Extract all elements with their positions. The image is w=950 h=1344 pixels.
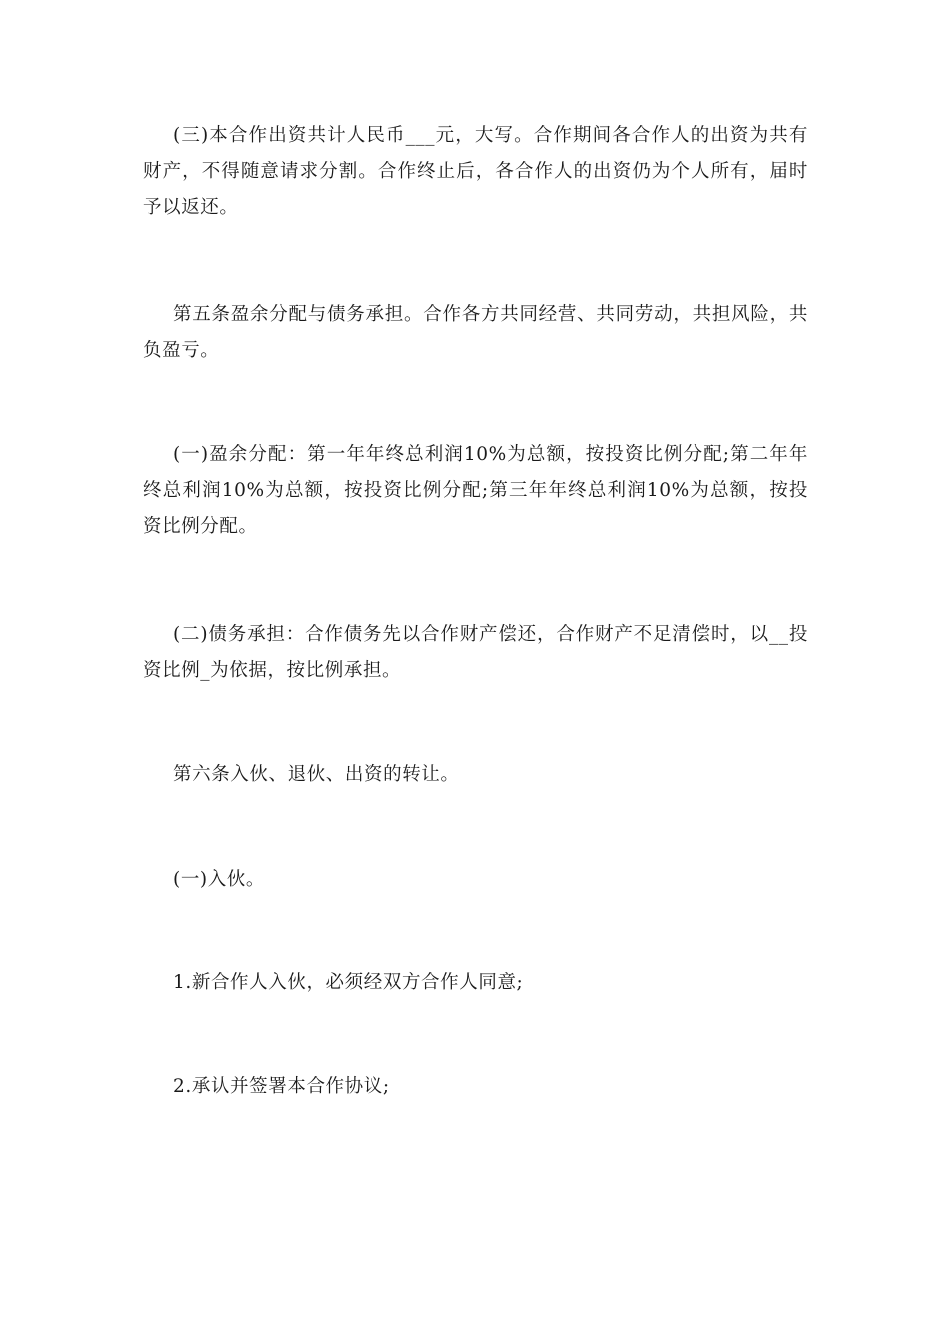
list-item-1: 1.新合作人入伙，必须经双方合作人同意;	[173, 972, 524, 993]
paragraph-debt-assumption: (二)债务承担：合作债务先以合作财产偿还，合作财产不足清偿时，以__投资比例_为依据，按比例承担。	[143, 624, 808, 681]
paragraph-article-5-heading: 第五条盈余分配与债务承担。合作各方共同经营、共同劳动，共担风险，共负盈亏。	[143, 304, 808, 361]
paragraph-capital-contribution: (三)本合作出资共计人民币___元，大写。合作期间各合作人的出资为共有财产，不得随意请求分割。合作终止后，各合作人的出资仍为个人所有，届时予以返还。	[143, 125, 808, 218]
paragraph-article-6-heading: 第六条入伙、退伙、出资的转让。	[173, 764, 460, 785]
paragraph-profit-distribution: (一)盈余分配：第一年年终总利润10%为总额，按投资比例分配;第二年年终总利润10%为总额，按投资比例分配;第三年年终总利润10%为总额，按投资比例分配。	[143, 444, 808, 537]
paragraph-joining-heading: (一)入伙。	[173, 869, 266, 890]
list-item-2: 2.承认并签署本合作协议;	[173, 1076, 390, 1097]
